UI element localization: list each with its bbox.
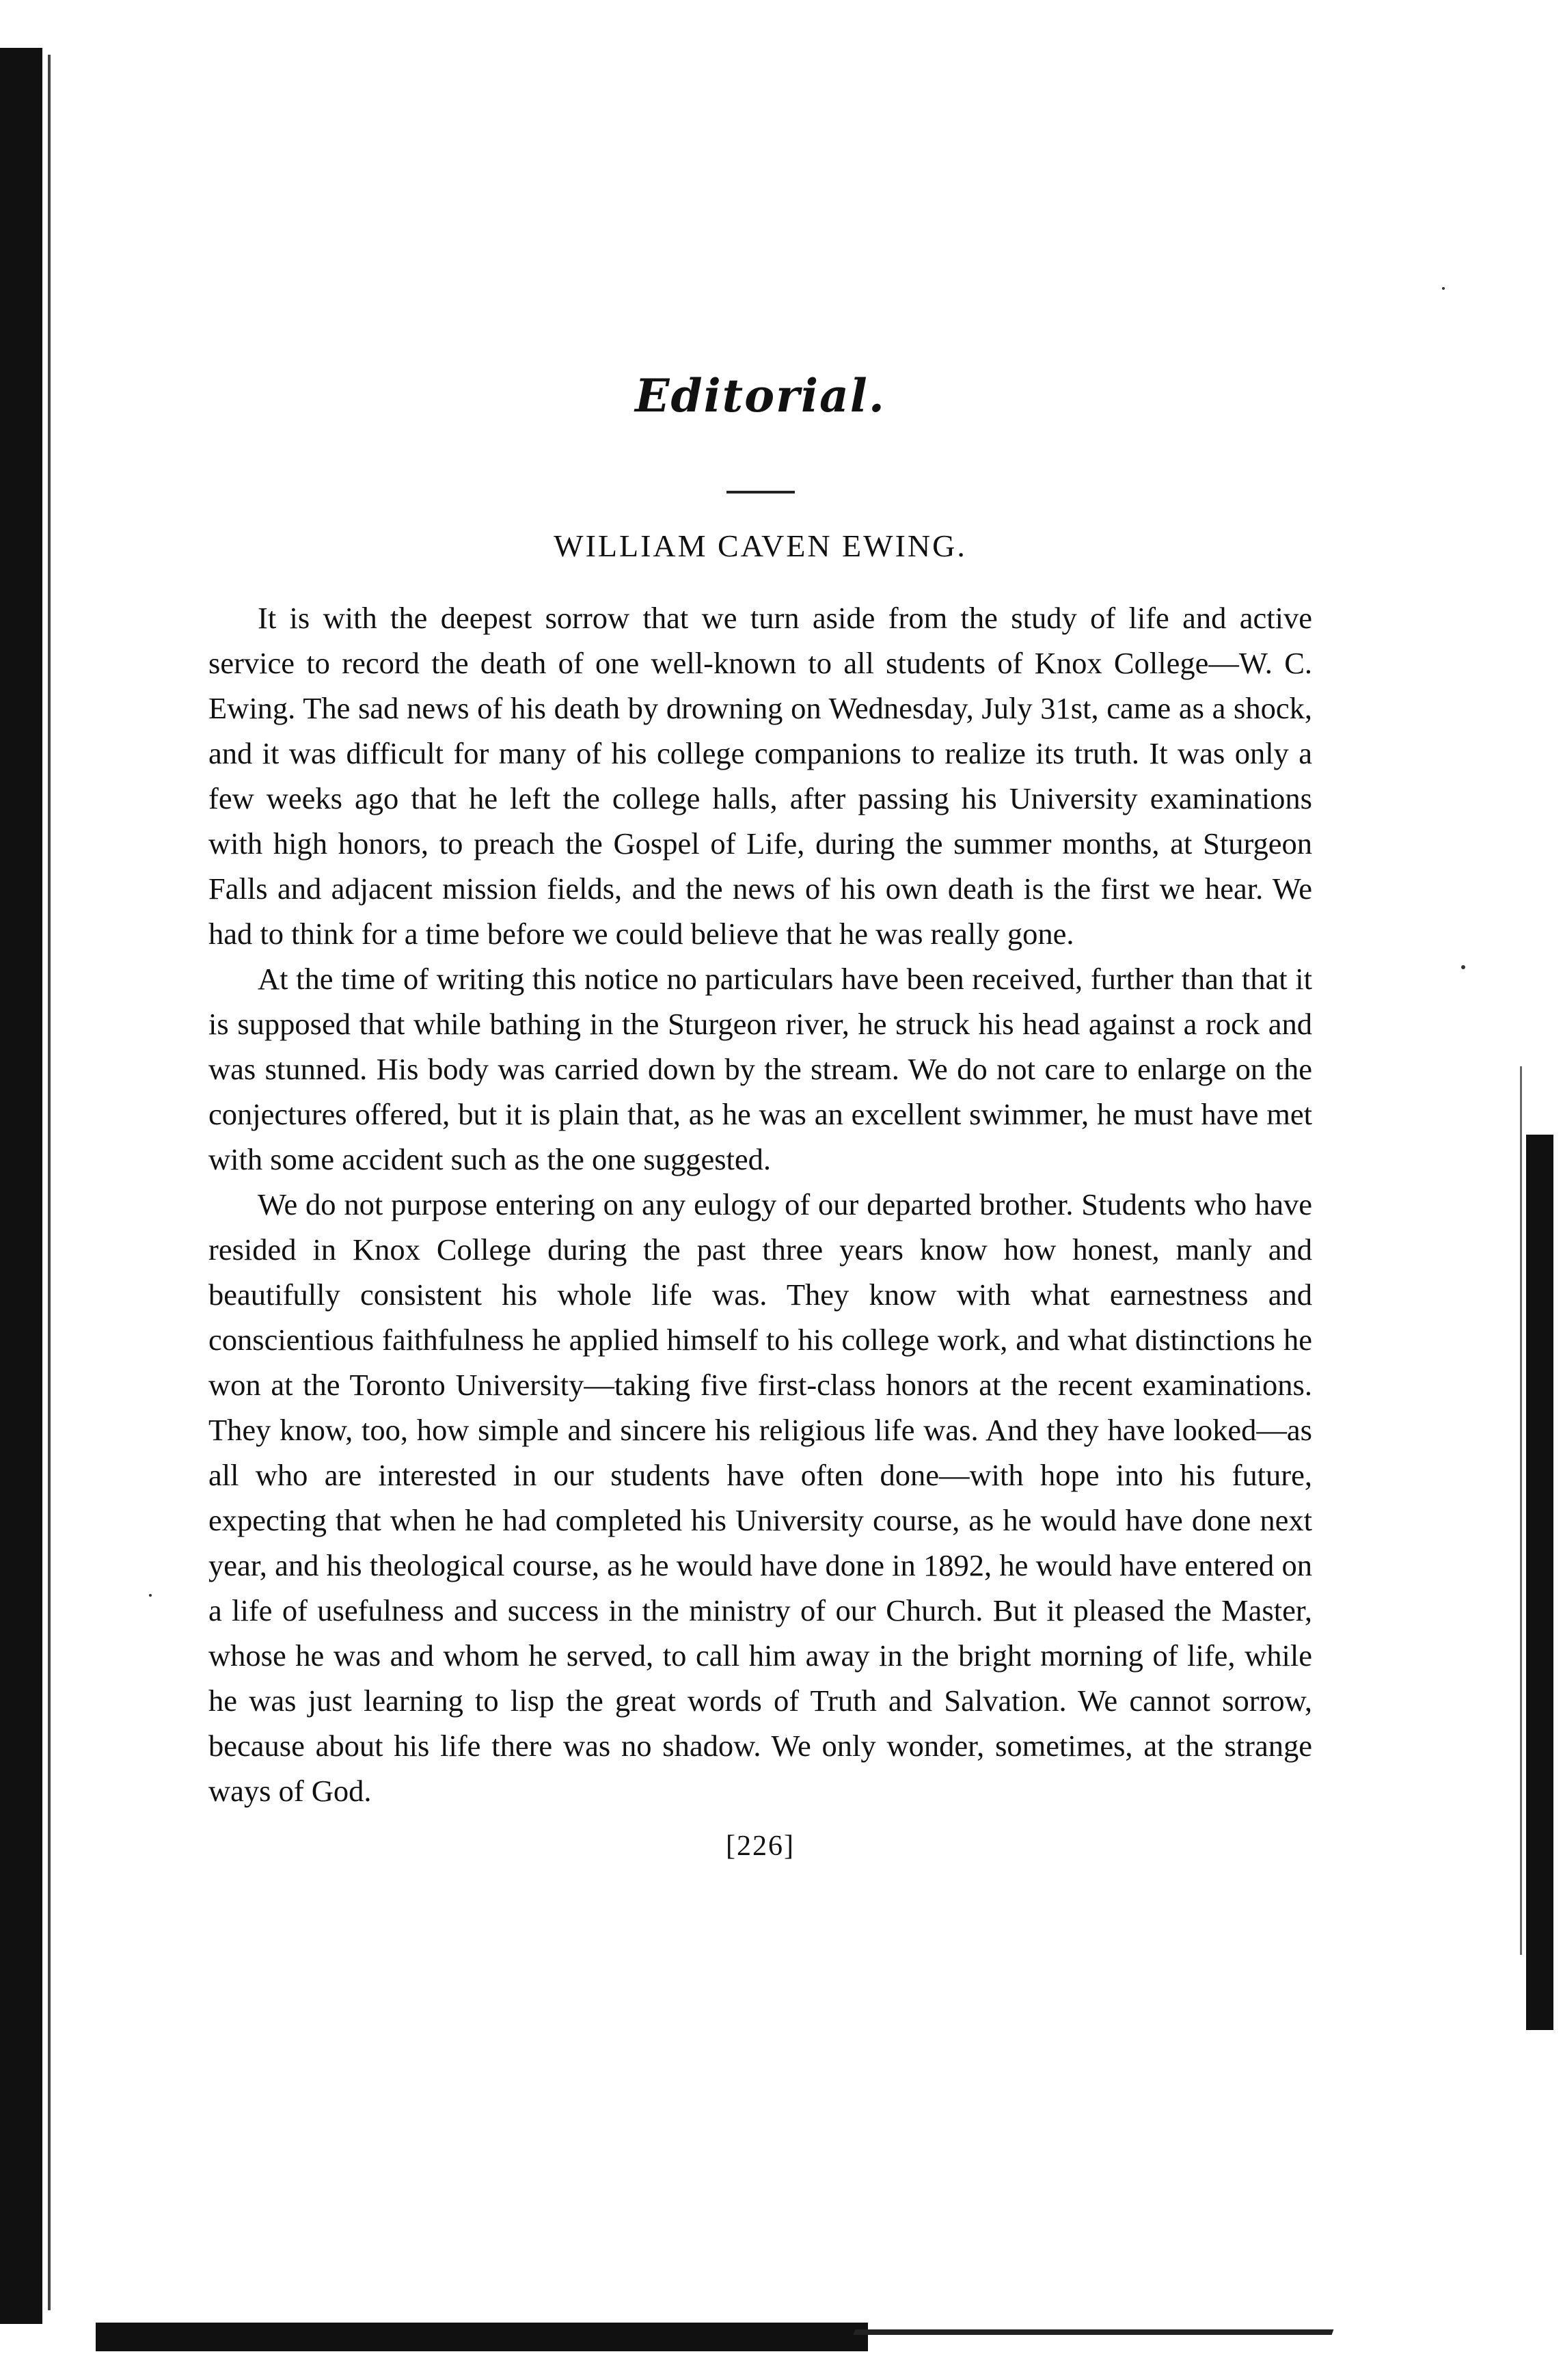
scan-border-right — [1526, 1135, 1553, 2030]
scan-border-left-line — [48, 55, 51, 2310]
article-title: WILLIAM CAVEN EWING. — [554, 528, 967, 563]
page-content — [208, 369, 1312, 1863]
scan-border-bottom-tail — [854, 2329, 1334, 2335]
scan-border-bottom — [96, 2323, 868, 2351]
scan-speck — [1461, 965, 1465, 969]
paragraph: It is with the deepest sorrow that we turn aside from the study of life and active service to record the death of one well-known to all students of Knox College—W. C. Ewing. The sad news of his death by drowning on Wednesday, July 31st, came as a shock, and it was difficult for many of his college companions to realize its truth. It was only a few weeks ago that he left the college halls, after passing his University examinations with high honors, to preach the Gospel of Life, during the summer months, at Sturgeon Falls and adjacent mission fields, and the news of his own death is the first we hear. We had to think for a time before we could believe that he was really gone. — [208, 601, 1312, 951]
scan-speck — [149, 1594, 152, 1597]
title-rule — [726, 491, 795, 493]
scan-border-right-line — [1520, 1066, 1522, 1955]
paragraph: We do not purpose entering on any eulogy of our departed brother. Students who have resided in Knox College during the past three years know how honest, manly and beautifully consistent his whole life was. They know with what earnestness and conscientious faithfulness he applied himself to his college work, and what distinctions he won at the Toronto University—taking five first-class honors at the recent examinations. They know, too, how simple and sincere his religious life was. And they have looked—as all who are interested in our students have often done—with hope into his future, expecting that when he had completed his University course, as he would have done next year, and his theological course, as he would have done in 1892, he would have entered on a life of usefulness and success in the ministry of our Church. But it pleased the Master, whose he was and whom he served, to call him away in the bright morning of life, while he was just learning to lisp the great words of Truth and Salvation. We cannot sorrow, because about his life there was no shadow. We only wonder, sometimes, at the strange ways of God. — [208, 1187, 1312, 1808]
scan-border-left — [0, 48, 42, 2324]
scan-speck — [1442, 287, 1445, 290]
paragraph: At the time of writing this notice no particulars have been received, further than that it is supposed that while bathing in the Sturgeon river, he struck his head against a rock and was stunned. His body was carried down by the stream. We do not care to enlarge on the conjectures offered, but it is plain that, as he was an excellent swimmer, he must have met with some accident such as the one suggested. — [208, 962, 1312, 1176]
page-number: [226] — [726, 1830, 795, 1862]
article-body — [208, 595, 1312, 1813]
section-heading: Editorial. — [635, 369, 886, 422]
